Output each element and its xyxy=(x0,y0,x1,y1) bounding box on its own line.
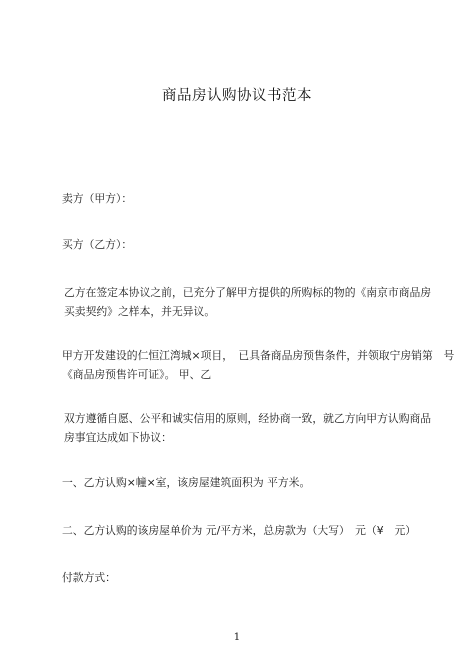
seller-label: 卖方（甲方）： xyxy=(62,192,133,205)
payment-method-label: 付款方式： xyxy=(62,571,116,584)
paragraph-principles: 双方遵循自愿、公平和诚实信用的原则，经协商一致，就乙方向甲方认购商品房事宜达成如下协议： xyxy=(64,412,432,444)
buyer-label: 买方（乙方）： xyxy=(62,238,133,251)
clause-one: 一、乙方认购×幢×室，该房屋建筑面积为 平方米。 xyxy=(62,476,311,489)
paragraph-project-line1: 甲方开发建设的仁恒江湾城×项目， 已具备商品房预售条件，并领取宁房销第 号 xyxy=(62,349,455,362)
document-title: 商品房认购协议书范本 xyxy=(162,88,312,104)
clause-two: 二、乙方认购的该房屋单价为 元/平方米，总房款为（大写） 元（¥ 元） xyxy=(62,524,417,537)
page-number: 1 xyxy=(233,631,241,643)
paragraph-preamble: 乙方在签定本协议之前，已充分了解甲方提供的所购标的物的《南京市商品房买卖契约》之样本，并无异议。 xyxy=(64,286,432,318)
paragraph-project-line2: 《商品房预售许可证》。 甲、乙 xyxy=(62,368,212,381)
